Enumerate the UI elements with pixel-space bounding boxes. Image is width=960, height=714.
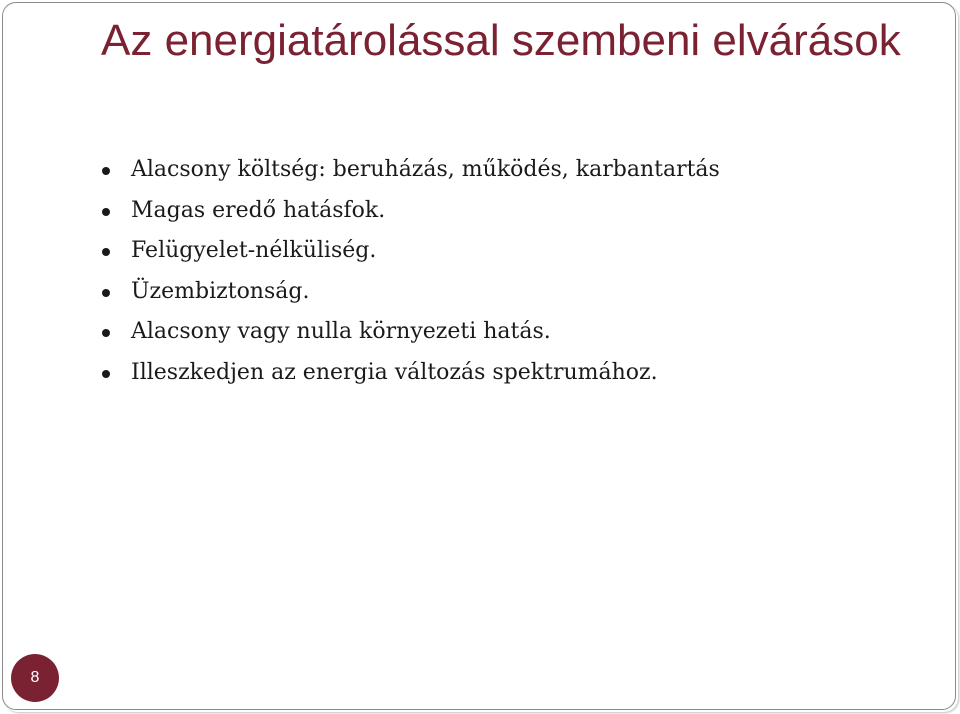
bullet-item	[100, 150, 720, 191]
bullet-icon	[102, 289, 110, 297]
bullet-item	[100, 191, 720, 232]
page-number-badge: 8	[11, 654, 59, 702]
bullet-text: Alacsony költség: beruházás, működés, karbantartás	[131, 157, 720, 182]
bullet-text: Üzembiztonság.	[131, 278, 310, 304]
bullet-icon	[102, 370, 110, 378]
bullet-text: Illeszkedjen az energia változás spektrumához.	[131, 359, 658, 385]
bullet-item	[100, 312, 720, 353]
bullet-item	[100, 272, 720, 313]
bullet-text: Felügyelet-nélküliség.	[131, 238, 377, 263]
bullet-icon	[102, 248, 110, 256]
bullet-icon	[102, 329, 110, 337]
bullet-list	[100, 150, 720, 393]
bullet-icon	[102, 208, 110, 216]
bullet-item	[100, 353, 720, 394]
slide-title: Az energiatárolással szembeni elvárások	[101, 16, 901, 65]
bullet-text: Magas eredő hatásfok.	[131, 197, 386, 223]
bullet-text: Alacsony vagy nulla környezeti hatás.	[131, 319, 551, 344]
bullet-item	[100, 231, 720, 272]
bullet-icon	[102, 167, 110, 175]
